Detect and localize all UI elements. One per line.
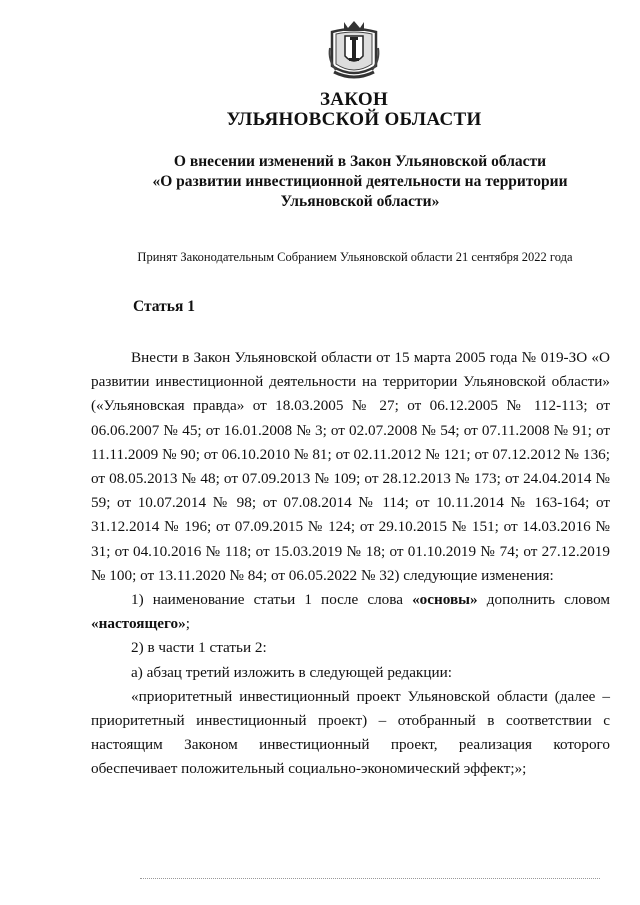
article-heading: Статья 1	[133, 298, 195, 315]
law-region: УЛЬЯНОВСКОЙ ОБЛАСТИ	[226, 109, 482, 130]
list-item	[91, 588, 610, 636]
coat-of-arms-icon	[326, 18, 382, 84]
list-item: 2) в части 1 статьи 2:	[131, 639, 267, 657]
law-title: ЗАКОН	[319, 89, 389, 110]
item-bold: «настоящего»	[91, 615, 186, 633]
paragraph: Внести в Закон Ульяновской области от 15 марта 2005 года № 019-ЗО «О развитии инвестиционной деятельности на территории Ульяновской области» («Ульяновская правда» от 18.03.2005 № 27; от 06.12.2005 № 112-113; от 06.06.2007 № 45; от 16.01.2008 № 3; от 02.07.2008 № 54; от 07.11.2008 № 91; от 11.11.2009 № 90; от 06.10.2010 № 81; от 02.11.2012 № 121; от 07.12.2012 № 136; от 08.05.2013 № 48; от 07.09.2013 № 109; от 28.12.2013 № 173; от 24.04.2014 № 59; от 10.07.2014 № 98; от 07.08.2014 № 114; от 10.11.2014 № 163-164; от 31.12.2014 № 196; от 07.09.2015 № 124; от 29.10.2015 № 151; от 14.03.2016 № 31; от 04.10.2016 № 118; от 15.03.2019 № 18; от 01.10.2019 № 74; от 27.12.2019 № 100; от 13.11.2020 № 84; от 06.05.2022 № 32) следующие изменения:	[91, 349, 610, 584]
subtitle-line: Ульяновской области»	[280, 193, 440, 210]
subtitle-line: О внесении изменений в Закон Ульяновской области	[173, 153, 547, 170]
item-text: ;	[185, 615, 190, 633]
item-text: 1) наименование статьи 1 после слова	[131, 591, 413, 609]
item-text: дополнить словом	[477, 591, 610, 609]
document-body	[91, 346, 610, 782]
adoption-note: Принят Законодательным Собранием Ульяновской области 21 сентября 2022 года	[137, 250, 573, 264]
quoted-paragraph: «приоритетный инвестиционный проект Ульяновской области (далее – приоритетный инвестиционный проект) – отобранный в соответствии с настоящим Законом инвестиционный проект, реализация которого обеспечивает положительный социально-экономический эффект;»;	[91, 687, 610, 778]
law-subtitle	[130, 152, 590, 212]
footer-divider	[140, 878, 600, 880]
subtitle-line: «О развитии инвестиционной деятельности на территории	[152, 173, 568, 190]
list-item: а) абзац третий изложить в следующей редакции:	[131, 663, 452, 681]
item-bold: «основы»	[412, 591, 478, 609]
